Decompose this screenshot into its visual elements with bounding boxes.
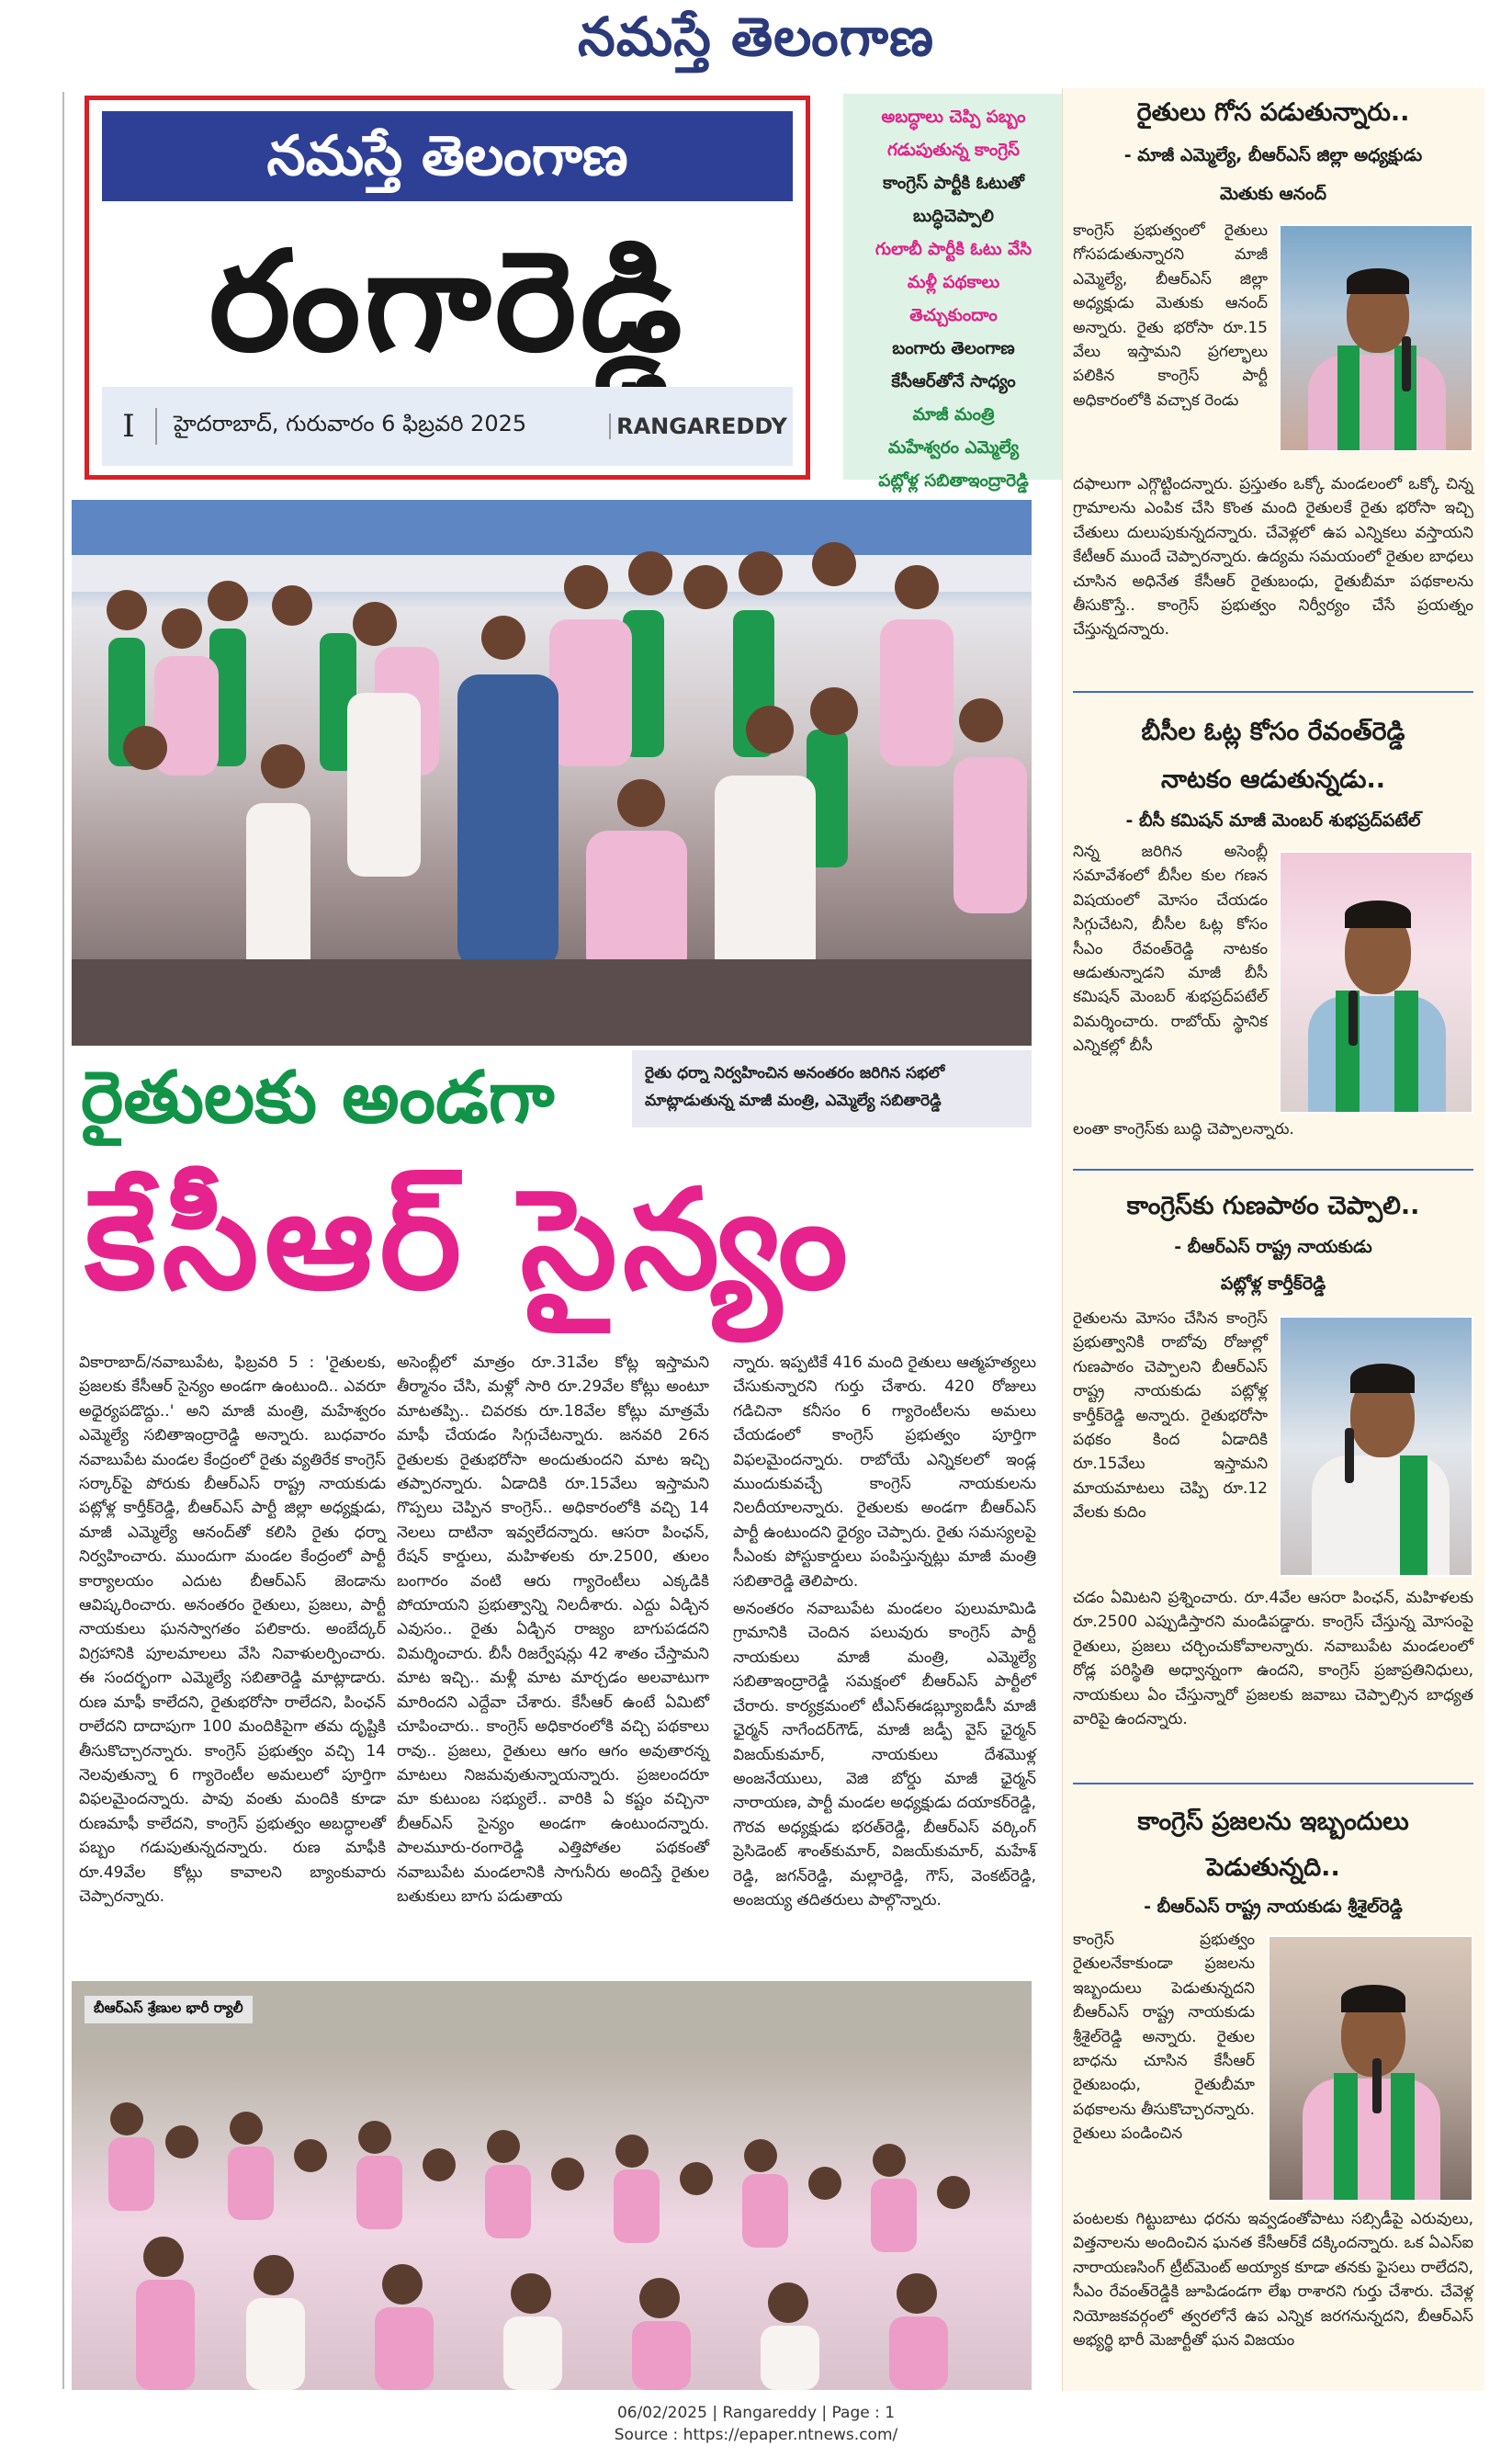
sidebar-story3-text-continued: చడం ఏమిటని ప్రశ్నించారు. రూ.4వేల ఆసరా పింఛన్, మహిళలకు రూ.2500 ఎప్పుడిస్తారని మండిపడ్డారు. కాంగ్రెస్ చేస్తున్న మోసంపై రైతులు, ప్రజలు చర్చించుకోవాలన్నారు. నవాబుపేట మండలంలో రోడ్ల పరిస్థితి అధ్వాన్నంగా ఉందని, కాంగ్రెస్ ప్రజాప్రతినిధులు, నాయకులు ఏం చేస్తున్నారో ప్రజలకు జవాబు చెప్పాల్సిన బాధ్యత వారిపై ఉందన్నారు. xyxy=(1073,1589,1473,1729)
issue-date: హైదరాబాద్, గురువారం 6 ఫిబ్రవరి 2025 xyxy=(174,411,527,436)
page-roman-numeral: I xyxy=(102,408,157,445)
caption-line: మాట్లాడుతున్న మాజీ మంత్రి, ఎమ్మెల్యే సబితారెడ్డి xyxy=(645,1092,942,1110)
article-paragraph: అనంతరం నవాబుపేట మండలం పులుమామిడి గ్రామానికి చెందిన పలువురు కాంగ్రెస్ పార్టీ నాయకులు మాజీ మంత్రి, ఎమ్మెల్యే సబితాఇంద్రారెడ్డి సమక్షంలో బీఆర్‌ఎస్ పార్టీలో చేరారు. కార్యక్రమంలో టీఎస్‌ఈడబ్ల్యూఐడీసీ మాజీ ఛైర్మన్ నాగేందర్‌గౌడ్, మాజీ జడ్పీ వైస్ ఛైర్మన్ విజయ్‌కుమార్, నాయకులు దేశమొళ్ల అంజనేయులు, వెజి బోర్డు మాజీ ఛైర్మన్ నారాయణ, పార్టీ మండల అధ్యక్షుడు దయాకర్‌రెడ్డి, గౌరవ అధ్యక్షుడు భరత్‌రెడ్డి, బీఆర్‌ఎస్ వర్కింగ్ ప్రెసిడెంట్ శాంత్‌కుమార్, విజయ్‌కుమార్, మహేశ్ రెడ్డి, జగన్‌రెడ్డి, మల్లారెడ్డి, గౌస్, వెంకట్‌రెడ్డి, అంజయ్య తదితరులు పాల్గొన్నారు. xyxy=(733,1600,1036,1909)
edition-nameplate xyxy=(85,96,810,480)
sidebar-story4-text: కాంగ్రెస్ ప్రభుత్వం రైతులనేకాకుండా ప్రజలను ఇబ్బందులు పెడుతున్నదని బీఆర్‌ఎస్ రాష్ట్ర నాయకుడు శ్రీశైల్‌రెడ్డి అన్నారు. రైతుల బాధను చూసిన కేసీఆర్ రైతుబంధు, రైతుబీమా పథకాలను తీసుకొచ్చారన్నారు. రైతులు పండించిన xyxy=(1073,1931,1255,2144)
sidebar-story1-byline: - మాజీ ఎమ్మెల్యే, బీఆర్‌ఎస్ జిల్లా అధ్యక్షుడు xyxy=(1123,145,1423,165)
article-paragraph: అసెంబ్లీలో మాత్రం రూ.31వేల కోట్ల ఇస్తామని తీర్మానం చేసి, మళ్లో సారి రూ.29వేల కోట్లు అంటూ మాటతప్పి.. చివరకు రూ.18వేల కోట్లు మాత్రమే మాఫీ చేయడం సిగ్గుచేటన్నారు. జనవరి 26న రైతులకు రైతుభరోసా అందుతుందని మాట ఇచ్చి తప్పారన్నారు. ఏడాదికి రూ.15వేలు ఇస్తామని గొప్పలు చెప్పిన కాంగ్రెస్.. అధికారంలోకి వచ్చి 14 నెలలు దాటినా ఇవ్వలేదన్నారు. ఆసరా పింఛన్, రేషన్ కార్డులు, మహిళలకు రూ.2500, తులం బంగారం వంటి ఆరు గ్యారెంటీలు ఎక్కడికి పోయాయని ప్రభుత్వాన్ని నిలదీశారు. ఎద్దు ఏడ్చిన ఎవుసం.. రైతు ఏడ్చిన రాజ్యం బాగుపడదని విమర్శించారు. బీసీ రిజర్వేషన్లు 42 శాతం చేస్తామని మాట ఇచ్చి.. మళ్లీ మాట మార్చడం అలవాటుగా మారిందని ఎద్దేవా చేశారు. కేసీఆర్ ఉంటే ఏమిటో చూపించారు.. కాంగ్రెస్ అధికారంలోకి వచ్చి పథకాలు రావు.. ప్రజలు, రైతులు ఆగం ఆగం అవుతారన్న మాటలు నిజమవుతున్నాయన్నారు. ప్రజలందరూ మా కుటుంబ సభ్యులే.. వారికి ఏ కష్టం వచ్చినా బీఆర్‌ఎస్ సైన్యం అండగా ఉంటుందన్నారు. పాలమూరు-రంగారెడ్డి ఎత్తిపోతల పథకంతో నవాబుపేట మండలానికి సాగునీరు అందిస్తే రైతుల బతుకులు బాగు పడుతాయ xyxy=(397,1354,709,1906)
sidebar-story1-text: కాంగ్రెస్ ప్రభుత్వంలో రైతులు గోసపడుతున్నారని మాజీ ఎమ్మెల్యే, బీఆర్‌ఎస్ జిల్లా అధ్యక్షుడు మెతుకు ఆనంద్ అన్నారు. రైతు భరోసా రూ.15 వేలు ఇస్తామని ప్రగల్భాలు పలికిన కాంగ్రెస్ పార్టీ అధికారంలోకి వచ్చాక రెండు xyxy=(1073,221,1268,410)
highlight-line: మళ్లీ పథకాలు xyxy=(907,273,1000,292)
article-column-2 xyxy=(397,1351,709,1912)
sidebar-story4-title: కాంగ్రెస్ ప్రజలను ఇబ్బందులు xyxy=(1137,1807,1409,1836)
article-paragraph: న్నారు. ఇప్పటికే 416 మంది రైతులు ఆత్మహత్యలు చేసుకున్నారని గుర్తు చేశారు. 420 రోజులు గడిచినా కనీసం 6 గ్యారెంటీలను అమలు చేయడంలో కాంగ్రెస్ ప్రభుత్వం పూర్తిగా విఫలమైందన్నారు. రాబోయే ఎన్నికలలో ఇండ్ల ముందుకువచ్చే కాంగ్రెస్ నాయకులను నిలదీయాలన్నారు. రైతులకు అండగా బీఆర్‌ఎస్ పార్టీ ఉంటుందని ధైర్యం చెప్పారు. రైతు సమస్యలపై సీఎంకు పోస్టుకార్డులు పంపిస్తున్నట్లు మాజీ మంత్రి సబితారెడ్డి తెలిపారు. xyxy=(733,1354,1036,1591)
sidebar-story2-text: నిన్న జరిగిన అసెంబ్లీ సమావేశంలో బీసీల కుల గణన విషయంలో మోసం చేయడం సిగ్గుచేటని, బీసీల ఓట్ల కోసం సీఎం రేవంత్‌రెడ్డి నాటకం ఆడుతున్నాడని మాజీ బీసీ కమిషన్ మెంబర్ శుభప్రద్‌పటేల్ విమర్శించారు. రాబోయ్ స్థానిక ఎన్నికల్లో బీసీ xyxy=(1073,843,1268,1056)
sidebar-divider xyxy=(1073,1783,1473,1784)
sidebar-story2-text-continued: లంతా కాంగ్రెస్‌కు బుద్ధి చెప్పాలన్నారు. xyxy=(1073,1120,1294,1138)
page-footer xyxy=(0,2402,1512,2446)
highlight-line: బంగారు తెలంగాణ xyxy=(892,339,1015,358)
sidebar-story4-byline: - బీఆర్‌ఎస్ రాష్ట్ర నాయకుడు శ్రీశైల్‌రెడ్డి xyxy=(1144,1897,1403,1917)
sidebar-story3-title: కాంగ్రెస్‌కు గుణపాఠం చెప్పాలి.. xyxy=(1126,1192,1420,1220)
edition-code: RANGAREDDY xyxy=(609,413,793,439)
highlight-line: కాంగ్రెస్ పార్టీకి ఓటుతో xyxy=(883,174,1024,193)
sidebar-story1-photo xyxy=(1279,224,1473,452)
sidebar-story2-title-line2: నాటకం ఆడుతున్నడు.. xyxy=(1160,765,1386,794)
footer-source: Source : https://epaper.ntnews.com/ xyxy=(614,2426,898,2444)
highlight-line: మహేశ్వరం ఎమ్మెల్యే xyxy=(887,438,1020,458)
article-column-3 xyxy=(733,1351,1036,1916)
sidebar-story4-title-line2: పెడుతున్నది.. xyxy=(1206,1853,1340,1882)
sidebar-story3-byline: - బీఆర్‌ఎస్ రాష్ట్ర నాయకుడు xyxy=(1174,1237,1372,1257)
headline-kicker: రైతులకు అండగా xyxy=(81,1057,555,1139)
sidebar-divider xyxy=(1073,1169,1473,1171)
sidebar-story1-author: మెతుకు ఆనంద్ xyxy=(1219,184,1327,204)
caption-line: రైతు ధర్నా నిర్వహించిన అనంతరం జరిగిన సభలో xyxy=(645,1064,945,1082)
main-photo-caption xyxy=(632,1050,1032,1127)
main-news-photo xyxy=(72,500,1032,1046)
sidebar-story4-text-continued: పంటలకు గిట్టుబాటు ధరను ఇవ్వడంతోపాటు సబ్సిడీపై ఎరువులు, విత్తనాలను అందించిన ఘనత కేసీఆర్‌కే దక్కిందన్నారు. ఒక ఏఎస్‌ఐ నారాయణసింగ్ ట్రీట్‌మెంట్ అయ్యాక కూడా తనకు ఫైసలు రాలేదని, సీఎం రేవంత్‌రెడ్డికి జూపిడండగా లేఖ రాశారని గుర్తు చేశారు. చేవెళ్ల నియోజకవర్గంలో త్వరలోనే ఉప ఎన్నిక జరగనున్నదని, బీఆర్‌ఎస్ అభ్యర్థి భారీ మెజార్టీతో ఘన విజయం xyxy=(1073,2210,1473,2350)
sidebar-divider xyxy=(1073,691,1473,693)
sidebar-story4-photo xyxy=(1268,1935,1473,2202)
highlights-box xyxy=(843,94,1064,491)
rally-photo xyxy=(72,1981,1032,2390)
article-paragraph: వికారాబాద్/నవాబుపేట, ఫిబ్రవరి 5 : 'రైతులకు, ప్రజలకు కేసీఆర్ సైన్యం అండగా ఉంటుంది.. ఎవరూ అధైర్యపడొద్దు..' అని మాజీ మంత్రి, మహేశ్వరం ఎమ్మెల్యే సబితాఇంద్రారెడ్డి అన్నారు. బుధవారం నవాబుపేట మండల కేంద్రంలో రైతు వ్యతిరేక కాంగ్రెస్ సర్కార్‌పై పోరుకు బీఆర్‌ఎస్ రాష్ట్ర నాయకుడు పట్లోళ్ల కార్తీక్‌రెడ్డి, బీఆర్‌ఎస్ పార్టీ జిల్లా అధ్యక్షుడు, మాజీ ఎమ్మెల్యే ఆనంద్‌తో కలిసి రైతు ధర్నా నిర్వహించారు. ముందుగా మండల కేంద్రంలో పార్టీ కార్యాలయం ఎదుట బీఆర్‌ఎస్ జెండాను ఆవిష్కరించారు. అనంతరం రైతులు, ప్రజలు, పార్టీ నాయకులు ఘనస్వాగతం పలికారు. అంబేద్కర్ విగ్రహానికి పూలమాలలు వేసి నివాళులర్పించారు. ఈ సందర్భంగా ఎమ్మెల్యే సబితారెడ్డి మాట్లాడారు. రుణ మాఫీ కాలేదని, రైతుభరోసా రాలేదని, పింఛన్ రాలేదని దాదాపుగా 100 మందికిపైగా తమ దృష్టికి తీసుకొచ్చారన్నారు. కాంగ్రెస్ ప్రభుత్వం వచ్చి 14 నెలవుతున్నా 6 గ్యారెంటీల అమలులో పూర్తిగా విఫలమైందన్నారు. పావు వంతు మందికి కూడా రుణమాఫీ కాలేదని, కాంగ్రెస్ ప్రభుత్వం అబద్ధాలతో పబ్బం గడుపుతున్నదన్నారు. రుణ మాఫీకి రూ.49వేల కోట్లు కావాలని బ్యాంకువారు చెప్పారన్నారు. xyxy=(79,1354,386,1906)
highlight-line: పట్లోళ్ల సబితాఇంద్రారెడ్డి xyxy=(878,471,1029,491)
sidebar-story2-photo xyxy=(1279,851,1473,1114)
page-left-rule xyxy=(62,92,64,2389)
highlight-line: కేసీఆర్‌తోనే సాధ్యం xyxy=(891,372,1016,391)
edition-title: రంగారెడ్డి xyxy=(209,222,686,382)
nameplate-band-title: నమస్తే తెలంగాణ xyxy=(102,111,793,201)
masthead-logo: నమస్తే తెలంగాణ xyxy=(578,6,934,68)
highlight-line: మాజీ మంత్రి xyxy=(912,405,995,425)
article-column-1 xyxy=(79,1351,386,1912)
headline-main: కేసీఆర్ సైన్యం xyxy=(85,1161,853,1320)
sidebar-story3-text: రైతులను మోసం చేసిన కాంగ్రెస్ ప్రభుత్వానికి రాబోవు రోజుల్లో గుణపాఠం చెప్పాలని బీఆర్‌ఎస్ రాష్ట్ర నాయకుడు పట్లోళ్ల కార్తీక్‌రెడ్డి అన్నారు. రైతుభరోసా పథకం కింద ఏడాదికి రూ.15వేలు ఇస్తామని మాయమాటలు చెప్పి రూ.12 వేలకు కుదిం xyxy=(1073,1309,1268,1523)
sidebar-story1-title: రైతులు గోస పడుతున్నారు.. xyxy=(1136,98,1410,127)
highlight-line: గులాబీ పార్టీకి ఓటు వేసి xyxy=(874,240,1032,259)
footer-page-info: 06/02/2025 | Rangareddy | Page : 1 xyxy=(616,2404,896,2422)
highlight-line: అబద్ధాలు చెప్పి పబ్బం xyxy=(881,108,1026,127)
highlight-line: తెచ్చుకుందాం xyxy=(909,306,998,325)
stage-crowd-illustration xyxy=(72,500,1032,1046)
rally-crowd-illustration xyxy=(72,1981,1032,2390)
sidebar-story2-title: బీసీల ఓట్ల కోసం రేవంత్‌రెడ్డి xyxy=(1141,718,1405,746)
masthead xyxy=(0,0,1512,83)
sidebar-story3-author: పట్లోళ్ల కార్తీక్‌రెడ్డి xyxy=(1220,1274,1326,1294)
sidebar-story2-byline: - బీసీ కమిషన్ మాజీ మెంబర్ శుభప్రద్‌పటేల్ xyxy=(1125,810,1421,831)
rally-photo-label: బీఆర్‌ఎస్ శ్రేణుల భారీ ర్యాలీ xyxy=(85,1996,253,2023)
dateline-bar xyxy=(102,387,793,466)
sidebar-story1-text-continued: దఫాలుగా ఎగ్గొట్టిందన్నారు. ప్రస్తుతం ఒక్కో మండలంలో ఒక్కో చిన్న గ్రామాలను ఎంపిక చేసి కొంత మంది రైతులకే రైతు భరోసా ఇచ్చి చేతులు దులుపుకున్నదన్నారు. చేవెళ్లలో ఉప ఎన్నికలు వస్తాయని కేటీఆర్ ముందే చెప్పారన్నారు. ఉద్యమ సమయంలో రైతుల బాధలు చూసిన అధినేత కేసీఆర్ రైతుబంధు, రైతుబీమా పథకాలను తీసుకొస్తే.. కాంగ్రెస్ ప్రభుత్వం నిర్వీర్యం చేసే ప్రయత్నం చేస్తున్నదన్నారు. xyxy=(1073,475,1473,640)
sidebar-story3-photo xyxy=(1279,1316,1473,1577)
highlight-line: బుద్ధిచెప్పాలి xyxy=(913,207,994,226)
highlight-line: గడుపుతున్న కాంగ్రెస్ xyxy=(886,141,1021,160)
